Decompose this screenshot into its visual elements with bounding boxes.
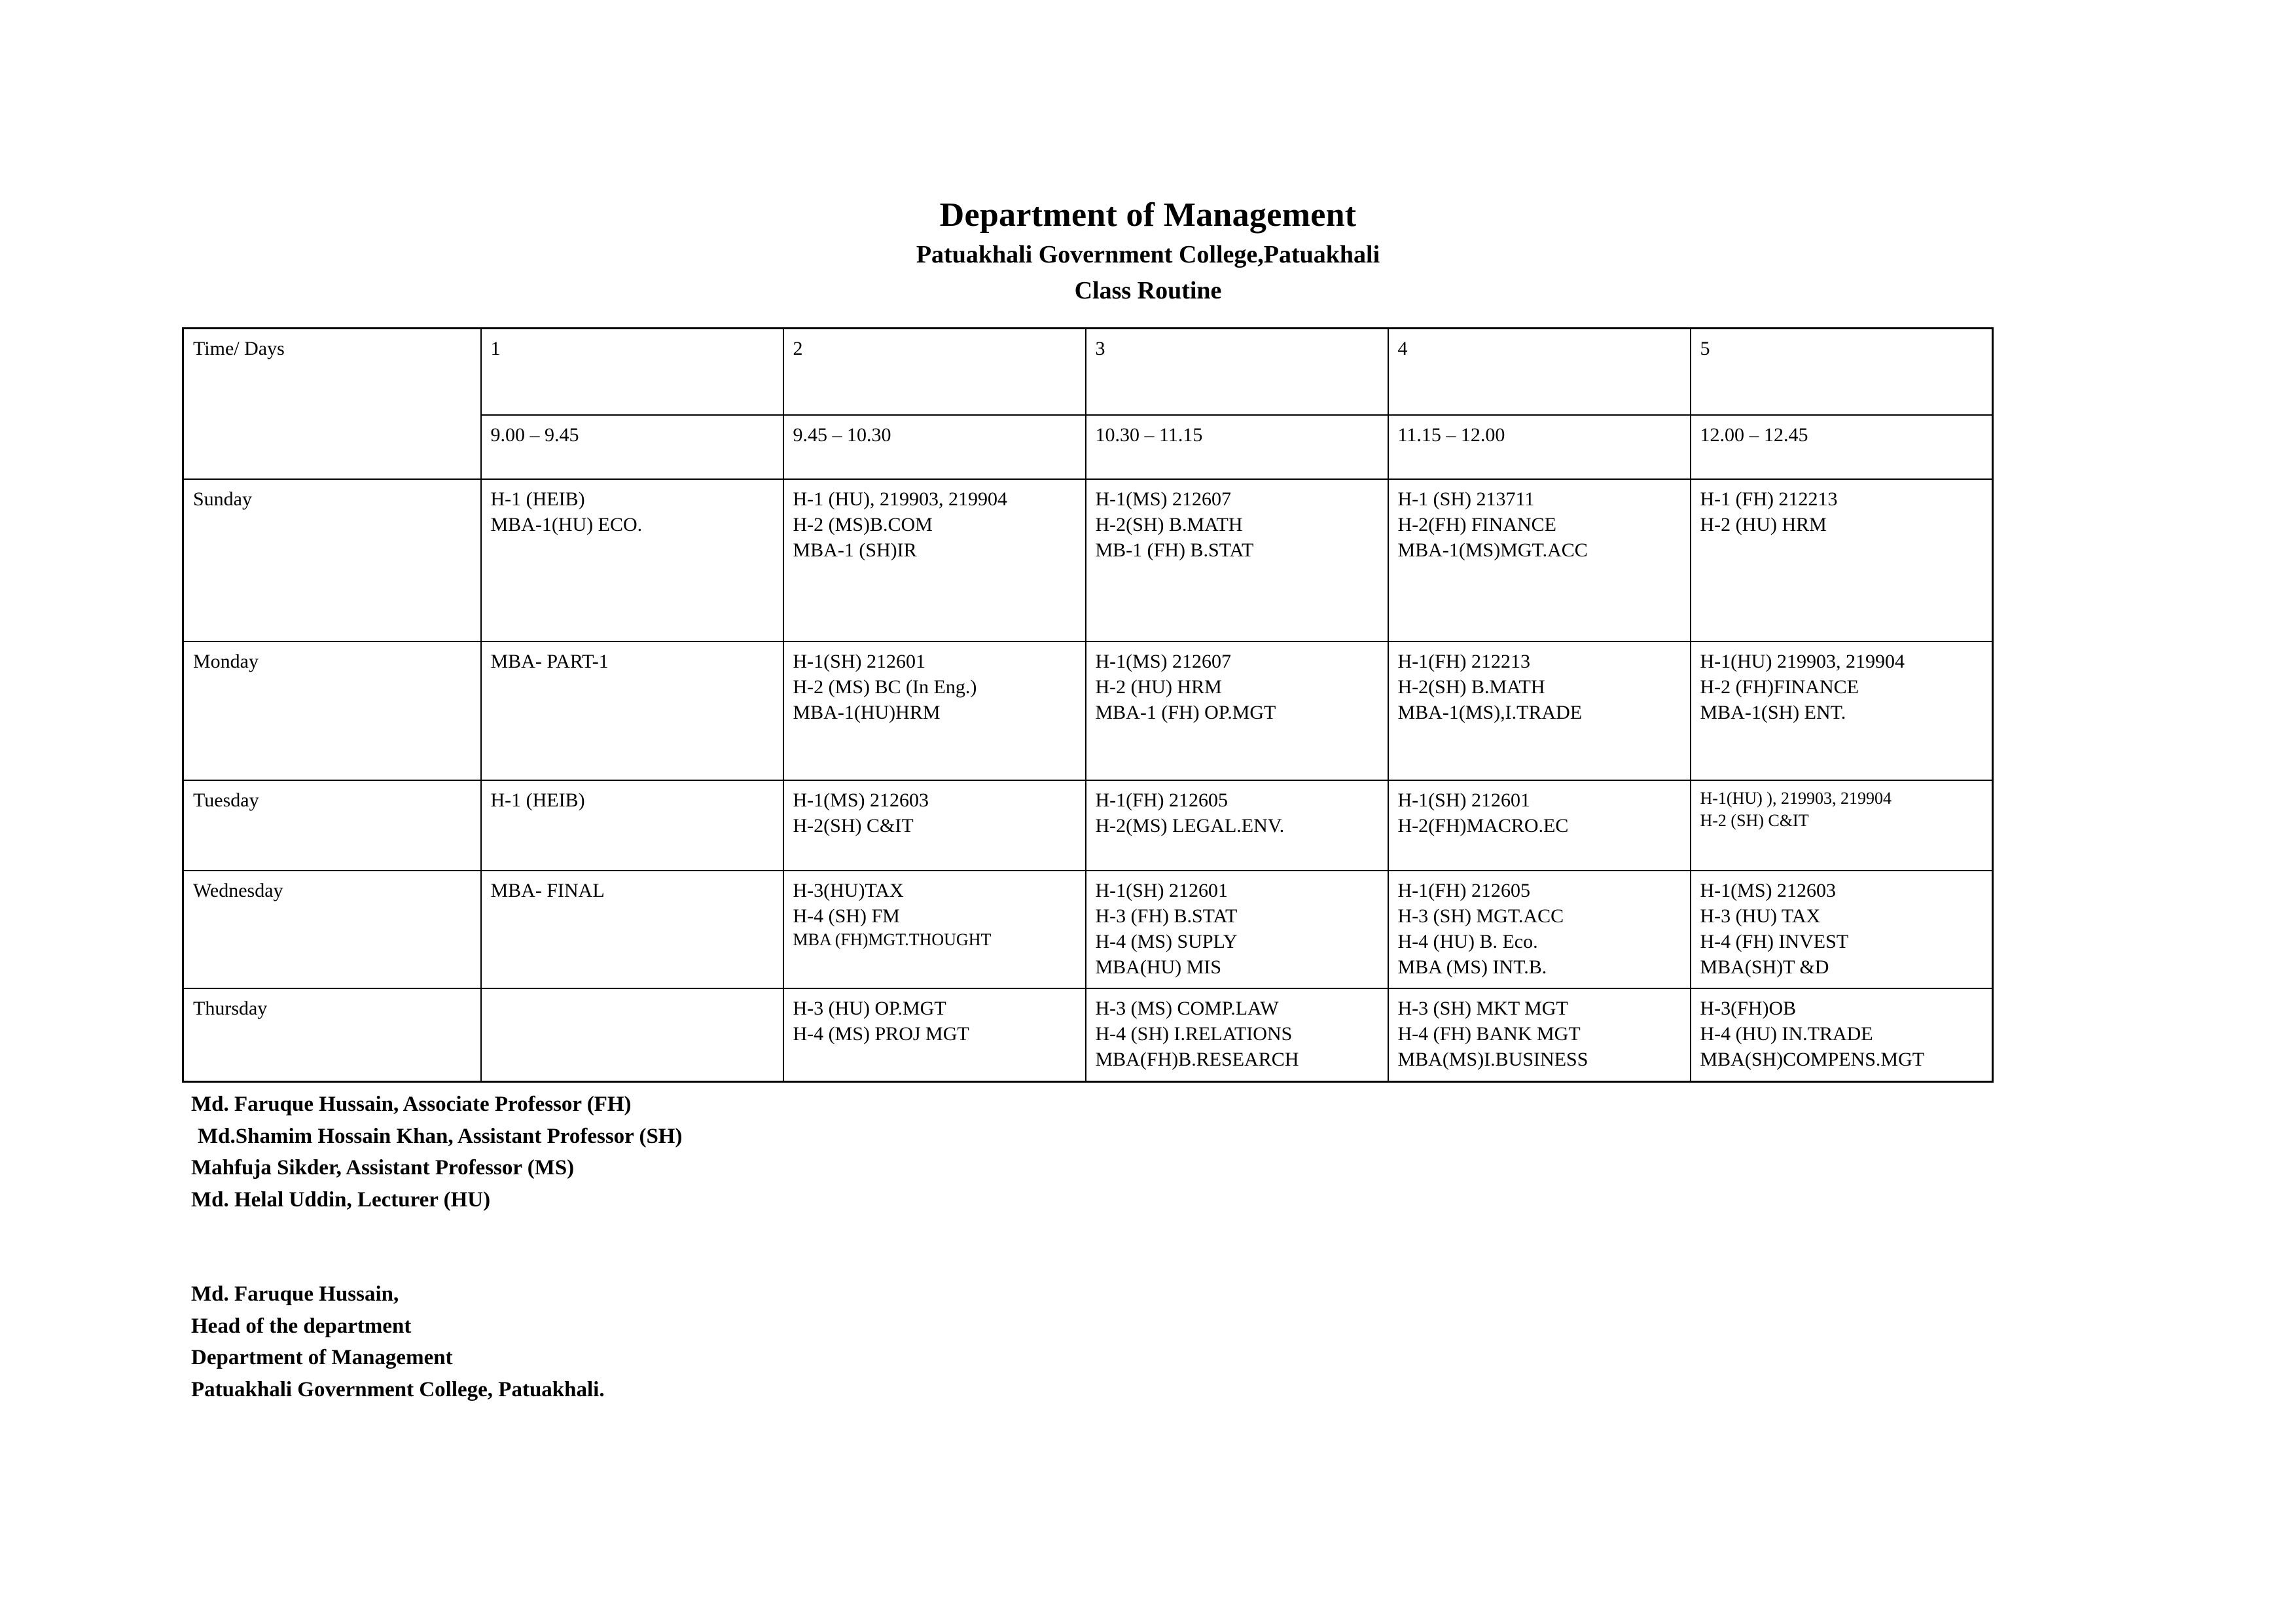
period-number-header-1: 1 xyxy=(481,329,783,416)
class-entry-line: MBA(SH)COMPENS.MGT xyxy=(1700,1049,1925,1070)
table-row xyxy=(183,780,1993,871)
class-cell-wednesday-p4 xyxy=(1388,871,1691,988)
class-entry-line: H-3 (MS) COMP.LAW xyxy=(1095,998,1279,1019)
class-entry-line: H-1 (FH) 212213 xyxy=(1700,488,1838,510)
period-time-header-5: 12.00 – 12.45 xyxy=(1691,415,1993,479)
signature-line: Head of the department xyxy=(191,1314,412,1338)
class-entry-line: H-4 (SH) FM xyxy=(793,905,900,927)
class-entry-line: H-2(MS) LEGAL.ENV. xyxy=(1095,815,1285,837)
class-entry-line: H-2 (HU) HRM xyxy=(1700,514,1827,535)
class-entry-line: MBA (FH)MGT.THOUGHT xyxy=(793,930,992,949)
day-label-tuesday: Tuesday xyxy=(183,780,481,871)
class-entry-line: H-2 (HU) HRM xyxy=(1095,676,1222,698)
class-entry-line: H-1 (HU), 219903, 219904 xyxy=(793,488,1007,510)
class-cell-thursday-p3 xyxy=(1086,988,1388,1082)
class-entry-line: MBA-1(SH) ENT. xyxy=(1700,702,1846,723)
class-entry-line: MBA-1(MS)MGT.ACC xyxy=(1397,539,1588,561)
class-entry-line: MBA-1(MS),I.TRADE xyxy=(1397,702,1583,723)
class-cell-wednesday-p2 xyxy=(783,871,1086,988)
time-days-corner-label: Time/ Days xyxy=(183,329,481,480)
class-cell-monday-p5 xyxy=(1691,641,1993,780)
class-cell-thursday-p2 xyxy=(783,988,1086,1082)
class-cell-thursday-p4 xyxy=(1388,988,1691,1082)
class-entry-line: H-3 (HU) TAX xyxy=(1700,905,1821,927)
period-number-header-3: 3 xyxy=(1086,329,1388,416)
class-entry-line: MBA- PART-1 xyxy=(490,651,609,672)
period-time-header-3: 10.30 – 11.15 xyxy=(1086,415,1388,479)
page-title: Department of Management xyxy=(939,196,1357,234)
table-row xyxy=(183,641,1993,780)
class-cell-monday-p1 xyxy=(481,641,783,780)
teacher-legend-item: Md. Faruque Hussain, Associate Professor (FH) xyxy=(191,1092,632,1116)
signature-block xyxy=(191,1278,1500,1405)
document-subtitle: Class Routine xyxy=(1074,276,1222,304)
class-entry-line: H-3 (FH) B.STAT xyxy=(1095,905,1238,927)
class-cell-sunday-p3 xyxy=(1086,479,1388,641)
class-entry-line: H-1(MS) 212607 xyxy=(1095,488,1231,510)
period-time-header-1: 9.00 – 9.45 xyxy=(481,415,783,479)
class-entry-line: H-4 (MS) SUPLY xyxy=(1095,931,1238,952)
class-entry-line: H-2 (SH) C&IT xyxy=(1700,810,1809,830)
class-entry-line: H-3 (SH) MGT.ACC xyxy=(1397,905,1564,927)
class-cell-tuesday-p4 xyxy=(1388,780,1691,871)
class-entry-line: H-1(MS) 212603 xyxy=(793,789,929,811)
class-entry-line: MBA-1(HU) ECO. xyxy=(490,514,643,535)
class-cell-thursday-p1 xyxy=(481,988,783,1082)
class-entry-line: H-4 (SH) I.RELATIONS xyxy=(1095,1023,1293,1045)
table-row xyxy=(183,988,1993,1082)
signature-line: Department of Management xyxy=(191,1346,453,1369)
class-entry-line: H-1 (HEIB) xyxy=(490,789,585,811)
day-label-wednesday: Wednesday xyxy=(183,871,481,988)
class-entry-line: MBA(SH)T &D xyxy=(1700,956,1829,978)
teacher-legend-list xyxy=(191,1089,1500,1216)
class-entry-line: H-3(FH)OB xyxy=(1700,998,1797,1019)
class-cell-tuesday-p1 xyxy=(481,780,783,871)
class-entry-line: H-2(FH) FINANCE xyxy=(1397,514,1556,535)
document-header xyxy=(0,196,2296,306)
class-cell-tuesday-p2 xyxy=(783,780,1086,871)
signature-line: Patuakhali Government College, Patuakhali. xyxy=(191,1377,605,1401)
class-cell-sunday-p2 xyxy=(783,479,1086,641)
class-cell-tuesday-p5 xyxy=(1691,780,1993,871)
class-entry-line: MBA-1 (SH)IR xyxy=(793,539,917,561)
class-entry-line: MBA- FINAL xyxy=(490,880,605,901)
period-number-header-4: 4 xyxy=(1388,329,1691,416)
class-entry-line: MBA-1(HU)HRM xyxy=(793,702,941,723)
class-cell-sunday-p1 xyxy=(481,479,783,641)
teacher-legend-item: Mahfuja Sikder, Assistant Professor (MS) xyxy=(191,1156,575,1180)
class-entry-line: MBA(FH)B.RESEARCH xyxy=(1095,1049,1299,1070)
class-entry-line: H-2(FH)MACRO.EC xyxy=(1397,815,1569,837)
period-number-header-5: 5 xyxy=(1691,329,1993,416)
class-routine-table xyxy=(182,327,1994,1083)
period-time-header-4: 11.15 – 12.00 xyxy=(1388,415,1691,479)
day-label-sunday: Sunday xyxy=(183,479,481,641)
class-cell-wednesday-p1 xyxy=(481,871,783,988)
class-entry-line: H-2 (FH)FINANCE xyxy=(1700,676,1859,698)
class-entry-line: MBA-1 (FH) OP.MGT xyxy=(1095,702,1276,723)
routine-table-container xyxy=(182,327,1990,1083)
class-entry-line: H-1(MS) 212603 xyxy=(1700,880,1836,901)
class-entry-line: H-3(HU)TAX xyxy=(793,880,904,901)
class-cell-monday-p4 xyxy=(1388,641,1691,780)
class-entry-line: MBA(HU) MIS xyxy=(1095,956,1222,978)
class-entry-line: H-4 (MS) PROJ MGT xyxy=(793,1023,969,1045)
class-entry-line: H-1(FH) 212213 xyxy=(1397,651,1530,672)
class-entry-line: MB-1 (FH) B.STAT xyxy=(1095,539,1254,561)
class-cell-sunday-p4 xyxy=(1388,479,1691,641)
class-cell-monday-p3 xyxy=(1086,641,1388,780)
class-entry-line: H-1(SH) 212601 xyxy=(1095,880,1228,901)
class-entry-line: H-1 (HEIB) xyxy=(490,488,585,510)
class-entry-line: H-1(HU) ), 219903, 219904 xyxy=(1700,789,1892,808)
table-header-row-periods xyxy=(183,329,1993,416)
table-row xyxy=(183,479,1993,641)
institution-subtitle: Patuakhali Government College,Patuakhali xyxy=(916,241,1380,269)
table-row xyxy=(183,871,1993,988)
class-cell-thursday-p5 xyxy=(1691,988,1993,1082)
class-entry-line: H-4 (HU) B. Eco. xyxy=(1397,931,1538,952)
day-label-thursday: Thursday xyxy=(183,988,481,1082)
period-number-header-2: 2 xyxy=(783,329,1086,416)
class-entry-line: H-3 (HU) OP.MGT xyxy=(793,998,946,1019)
class-entry-line: H-3 (SH) MKT MGT xyxy=(1397,998,1568,1019)
class-entry-line: H-2 (MS) BC (In Eng.) xyxy=(793,676,977,698)
teacher-legend-item: Md. Helal Uddin, Lecturer (HU) xyxy=(191,1187,491,1212)
class-entry-line: MBA(MS)I.BUSINESS xyxy=(1397,1049,1588,1070)
teacher-legend-item: Md.Shamim Hossain Khan, Assistant Professor (SH) xyxy=(198,1124,683,1148)
class-entry-line: H-4 (HU) IN.TRADE xyxy=(1700,1023,1873,1045)
class-cell-monday-p2 xyxy=(783,641,1086,780)
class-entry-line: H-2(SH) B.MATH xyxy=(1397,676,1545,698)
class-entry-line: H-2(SH) C&IT xyxy=(793,815,914,837)
class-entry-line: H-4 (FH) INVEST xyxy=(1700,931,1849,952)
class-cell-sunday-p5 xyxy=(1691,479,1993,641)
class-entry-line: MBA (MS) INT.B. xyxy=(1397,956,1547,978)
class-entry-line: H-1 (SH) 213711 xyxy=(1397,488,1535,510)
class-entry-line: H-1(FH) 212605 xyxy=(1095,789,1228,811)
class-entry-line: H-1(SH) 212601 xyxy=(793,651,925,672)
class-cell-wednesday-p5 xyxy=(1691,871,1993,988)
class-entry-line: H-1(FH) 212605 xyxy=(1397,880,1530,901)
class-entry-line: H-2 (MS)B.COM xyxy=(793,514,933,535)
class-entry-line: H-1(HU) 219903, 219904 xyxy=(1700,651,1905,672)
class-entry-line: H-4 (FH) BANK MGT xyxy=(1397,1023,1581,1045)
period-time-header-2: 9.45 – 10.30 xyxy=(783,415,1086,479)
class-entry-line: H-1(SH) 212601 xyxy=(1397,789,1530,811)
signature-line: Md. Faruque Hussain, xyxy=(191,1282,399,1306)
class-entry-line: H-1(MS) 212607 xyxy=(1095,651,1231,672)
class-entry-line: H-2(SH) B.MATH xyxy=(1095,514,1243,535)
day-label-monday: Monday xyxy=(183,641,481,780)
class-cell-wednesday-p3 xyxy=(1086,871,1388,988)
class-cell-tuesday-p3 xyxy=(1086,780,1388,871)
